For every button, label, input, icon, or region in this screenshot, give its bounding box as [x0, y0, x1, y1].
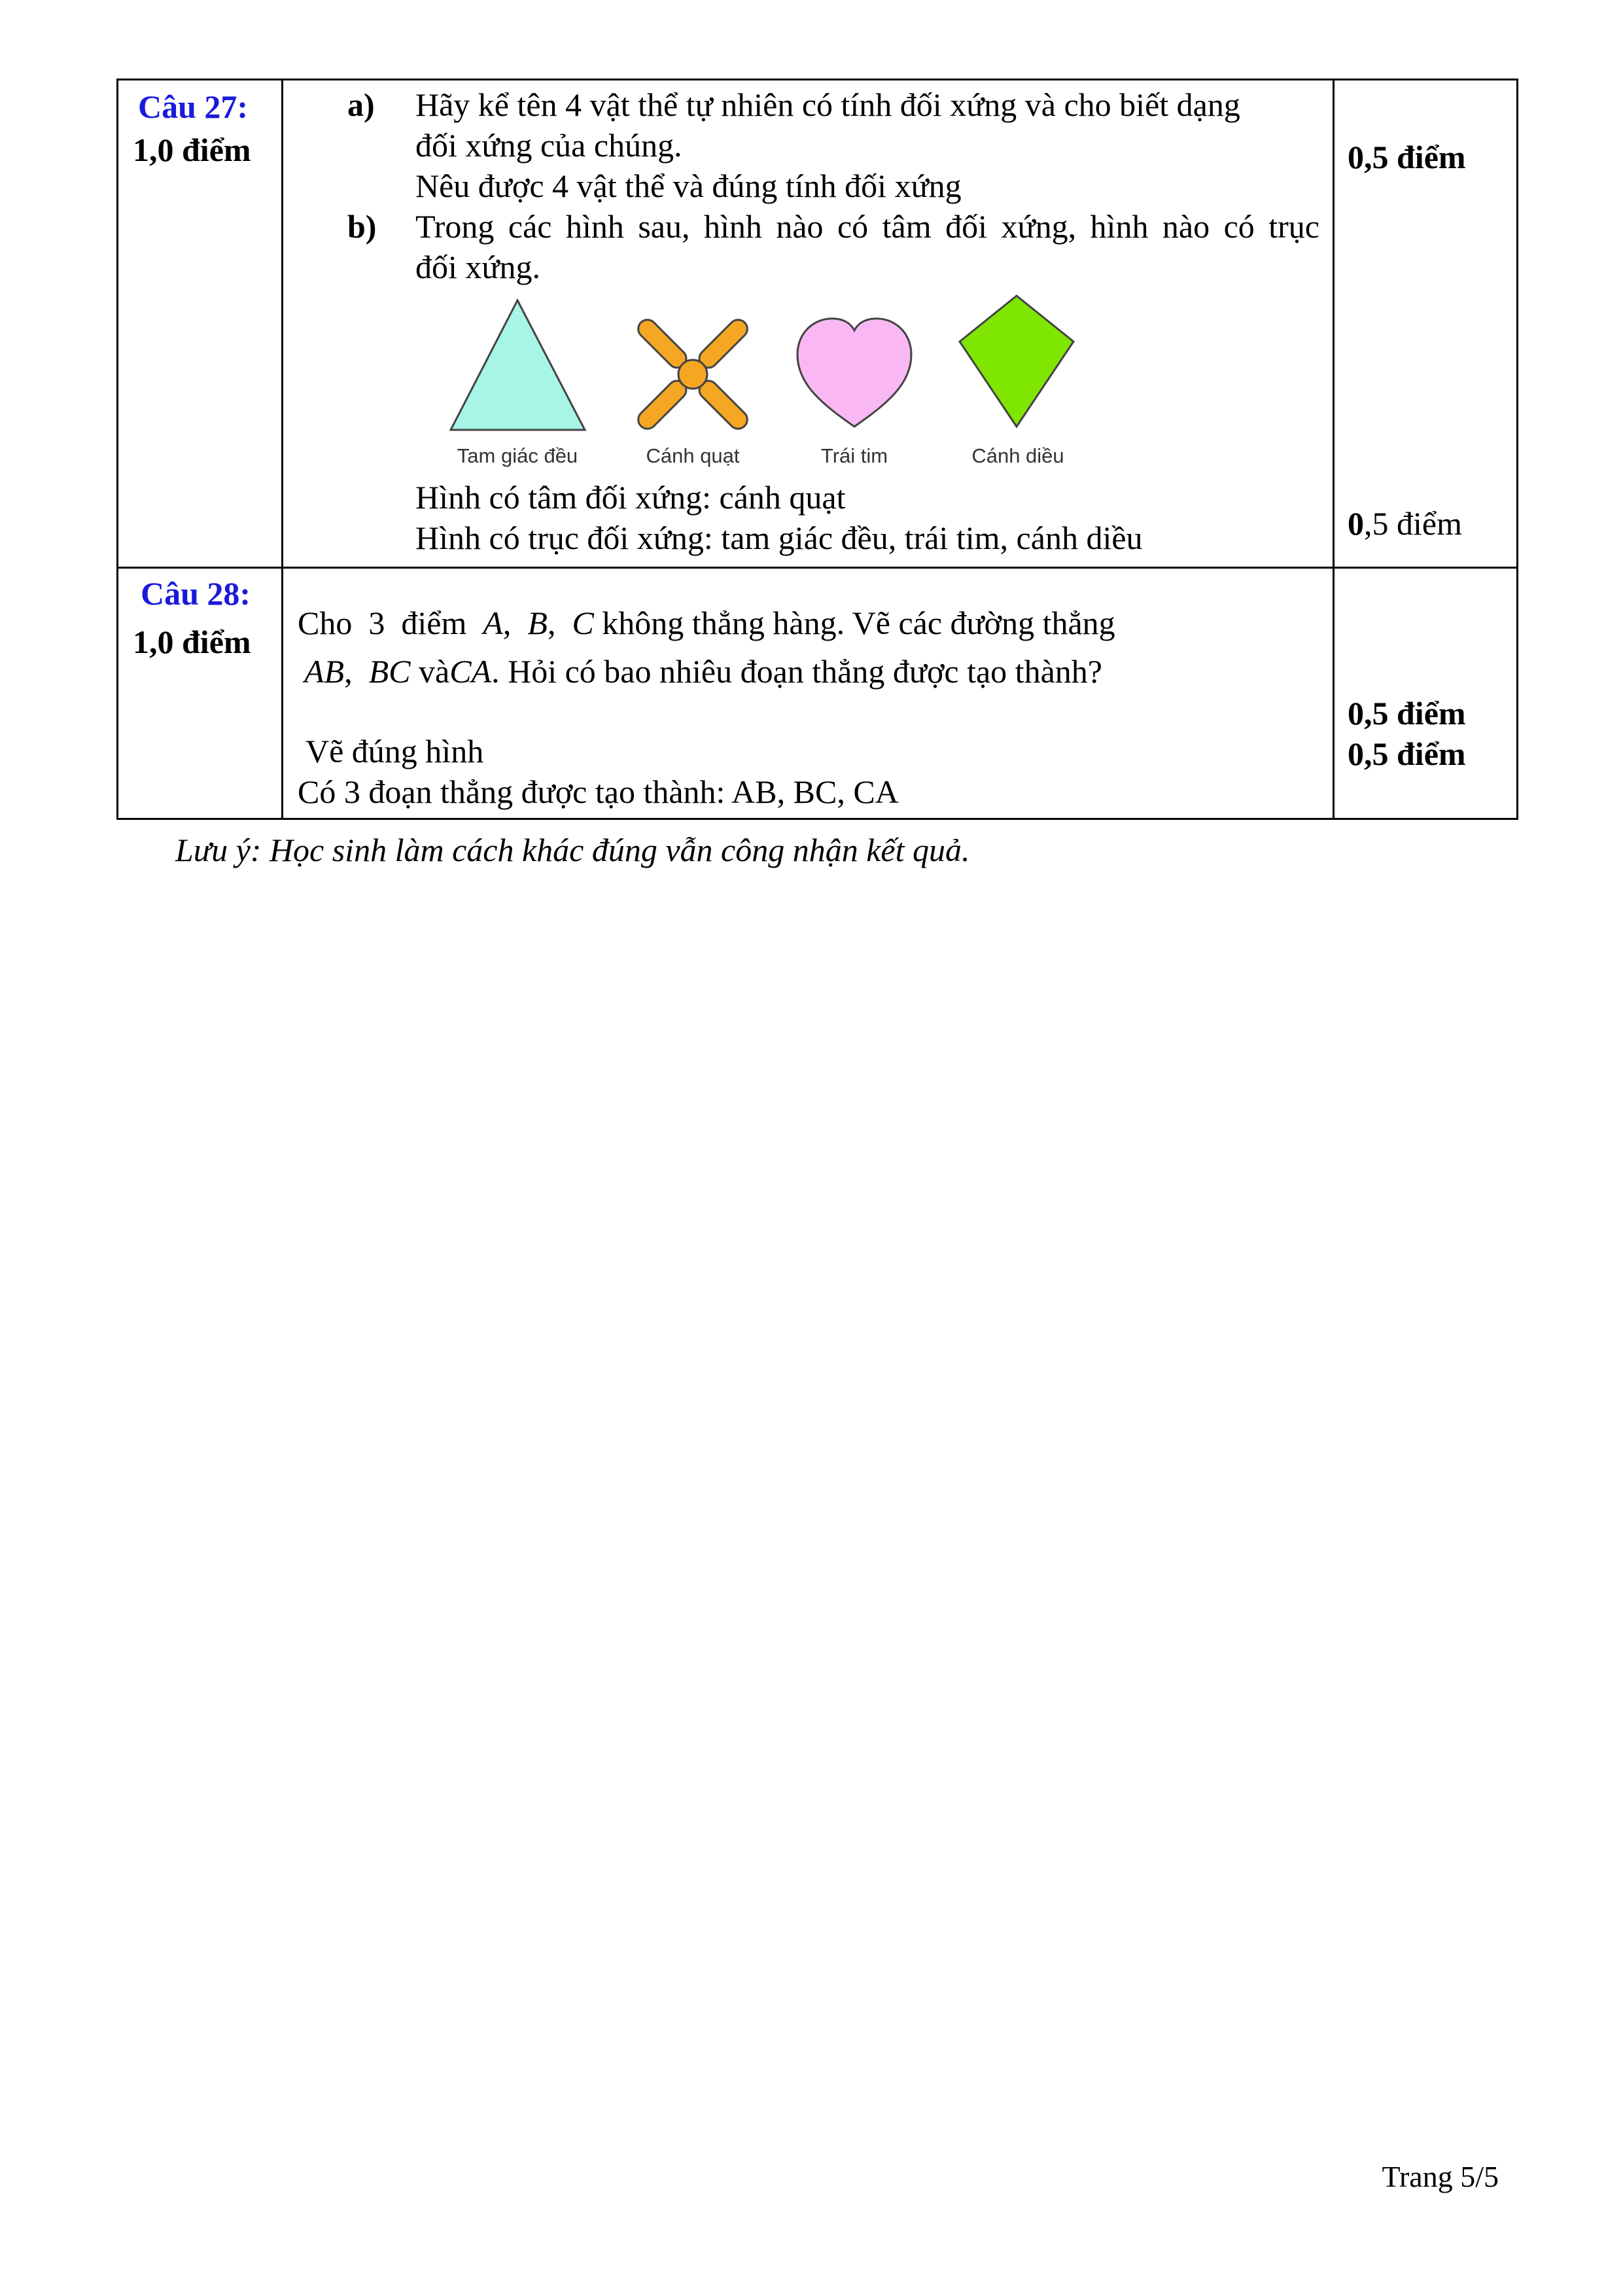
q27-score-b: [1348, 503, 1462, 544]
grading-note: Lưu ý: Học sinh làm cách khác đúng vẫn công nhận kết quả.: [175, 832, 970, 868]
table-row-q28: [118, 568, 1518, 819]
q28-and: và: [419, 653, 450, 690]
table-row-q27: [118, 80, 1518, 568]
q27-part-b: [347, 206, 1319, 287]
caption-trai-tim: Trái tim: [820, 444, 888, 467]
line-ab: AB: [304, 653, 345, 690]
q27-b-answer2: Hình có trục đối xứng: tam giác đều, trái tim, cánh diều: [415, 520, 1143, 556]
q27-a-line1: Hãy kể tên 4 vật thể tự nhiên có tính đối xứng và cho biết dạng: [415, 86, 1240, 123]
q27-score-a: 0,5 điểm: [1348, 139, 1466, 175]
q28-score-cell: [1334, 568, 1518, 819]
q27-label: Câu 27:: [138, 88, 249, 125]
q27-part-a: [347, 84, 1319, 206]
caption-tam-giac-deu: Tam giác đều: [457, 444, 578, 467]
q27-b-line2: đối xứng.: [415, 249, 540, 285]
q27-b-marker: b): [347, 208, 377, 245]
q28-text2-post: . Hỏi có bao nhiêu đoạn thẳng được tạo thành?: [491, 653, 1102, 690]
q28-num: 3: [368, 605, 385, 641]
caption-canh-quat: Cánh quạt: [646, 444, 740, 467]
heart-figure: [797, 319, 911, 467]
q27-points: 1,0 điểm: [133, 132, 251, 168]
q27-score-b-rest: ,5 điểm: [1364, 505, 1462, 542]
q28-diem: điểm: [401, 605, 467, 641]
line-bc: BC: [368, 653, 411, 690]
page-number: Trang 5/5: [1382, 2160, 1499, 2193]
q27-b-answer1: Hình có tâm đối xứng: cánh quạt: [415, 479, 846, 516]
q27-a-line2: đối xứng của chúng.: [415, 127, 682, 164]
q28-question-line2: AB, BC vàCA. Hỏi có bao nhiêu đoạn thẳng được tạo thành?: [304, 653, 1102, 690]
q28-label-cell: [118, 568, 283, 819]
q28-answer1: Vẽ đúng hình: [305, 733, 484, 769]
point-c: C: [572, 605, 594, 641]
point-b: B: [527, 605, 548, 641]
q28-score2: 0,5 điểm: [1348, 735, 1466, 772]
q28-answer2: Có 3 đoạn thẳng được tạo thành: AB, BC, CA: [298, 773, 899, 810]
kite-figure: [960, 296, 1073, 467]
answer-table: [116, 79, 1518, 820]
point-a: A: [483, 605, 503, 641]
line-ca: CA: [449, 653, 492, 690]
equilateral-triangle-figure: [451, 300, 585, 467]
q28-score1: 0,5 điểm: [1348, 695, 1466, 732]
q28-content-cell: [283, 568, 1334, 819]
q28-text1-post: không thẳng hàng. Vẽ các đường thẳng: [602, 605, 1115, 641]
q28-label: Câu 28:: [141, 575, 251, 612]
q27-a-answer: Nêu được 4 vật thể và đúng tính đối xứng: [415, 168, 962, 204]
q28-points: 1,0 điểm: [133, 624, 251, 660]
q27-label-cell: [118, 80, 283, 568]
q27-b-answers: [347, 477, 1319, 558]
q28-question-line1: Cho 3 điểm A, B, C không thẳng hàng. Vẽ các đường thẳng: [298, 605, 1115, 641]
q27-a-marker: a): [347, 86, 375, 123]
q27-content-cell: [283, 80, 1334, 568]
caption-canh-dieu: Cánh diều: [971, 444, 1064, 467]
q28-cho: Cho: [298, 605, 353, 641]
q27-score-cell: [1334, 80, 1518, 568]
q27-score-b-bold: 0: [1348, 505, 1364, 542]
fan-blades-figure: [635, 316, 751, 467]
symmetry-figures: [439, 292, 1119, 474]
q27-b-line1: Trong các hình sau, hình nào có tâm đối xứng, hình nào có trục: [415, 208, 1319, 245]
